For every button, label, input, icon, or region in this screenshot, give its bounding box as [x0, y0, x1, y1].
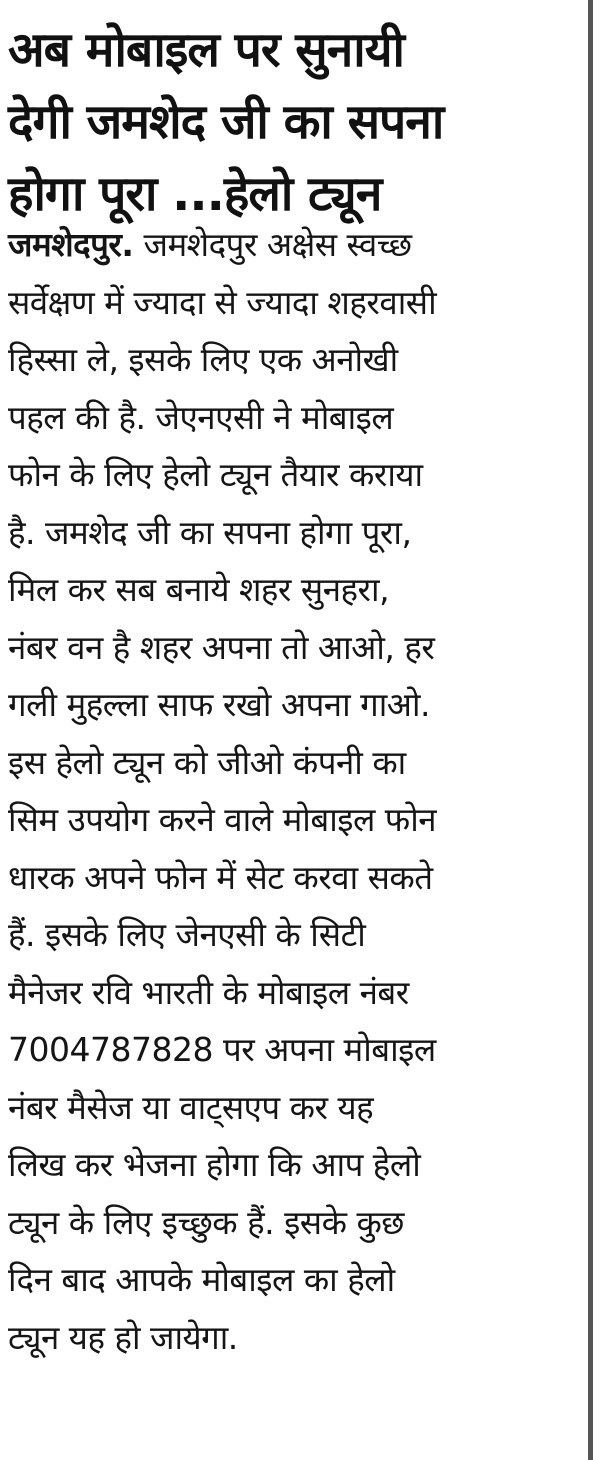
body-line-13: हैं. इसके लिए जेनएसी के सिटी [8, 915, 366, 954]
article-body [8, 216, 583, 1366]
body-line-18: ट्यून के लिए इच्छुक हैं. इसके कुछ [8, 1202, 404, 1242]
body-line-6: है. जमशेद जी का सपना होगा पूरा, [8, 512, 412, 552]
body-line-8: नंबर वन है शहर अपना तो आओ, हर [8, 627, 435, 667]
dateline: जमशेदपुर. [8, 225, 134, 264]
headline-line-2: देगी जमशेद जी का सपना [8, 94, 444, 150]
body-line-5: फोन के लिए हेलो ट्यून तैयार कराया [8, 455, 423, 494]
body-line-17: लिख कर भेजना होगा कि आप हेलो [8, 1145, 421, 1184]
body-line-15: 7004787828 पर अपना मोबाइल [8, 1030, 436, 1069]
body-line-1 [8, 216, 583, 274]
body-line-19: दिन बाद आपके मोबाइल का हेलो [8, 1260, 395, 1299]
headline [8, 14, 583, 230]
headline-line-3: होगा पूरा ...हेलो ट्यून [8, 166, 382, 222]
headline-line-1: अब मोबाइल पर सुनायी [8, 22, 404, 78]
body-line-1-text: जमशेदपुर अक्षेस स्वच्छ [133, 225, 412, 264]
body-line-20: ट्यून यह हो जायेगा. [8, 1317, 238, 1357]
body-line-4: पहल की है. जेएनएसी ने मोबाइल [8, 397, 394, 437]
body-line-16: नंबर मैसेज या वाट्सएप कर यह [8, 1087, 374, 1127]
body-line-14: मैनेजर रवि भारती के मोबाइल नंबर [8, 972, 409, 1012]
body-line-3: हिस्सा ले, इसके लिए एक अनोखी [8, 340, 398, 379]
body-line-10: इस हेलो ट्यून को जीओ कंपनी का [8, 742, 406, 782]
body-line-7: मिल कर सब बनाये शहर सुनहरा, [8, 570, 390, 609]
body-line-9: गली मुहल्ला साफ रखो अपना गाओ. [8, 685, 431, 724]
body-line-11: सिम उपयोग करने वाले मोबाइल फोन [8, 800, 437, 839]
body-line-2: सर्वेक्षण में ज्यादा से ज्यादा शहरवासी [8, 282, 437, 322]
body-line-12: धारक अपने फोन में सेट करवा सकते [8, 857, 433, 897]
column-divider [588, 0, 593, 1460]
